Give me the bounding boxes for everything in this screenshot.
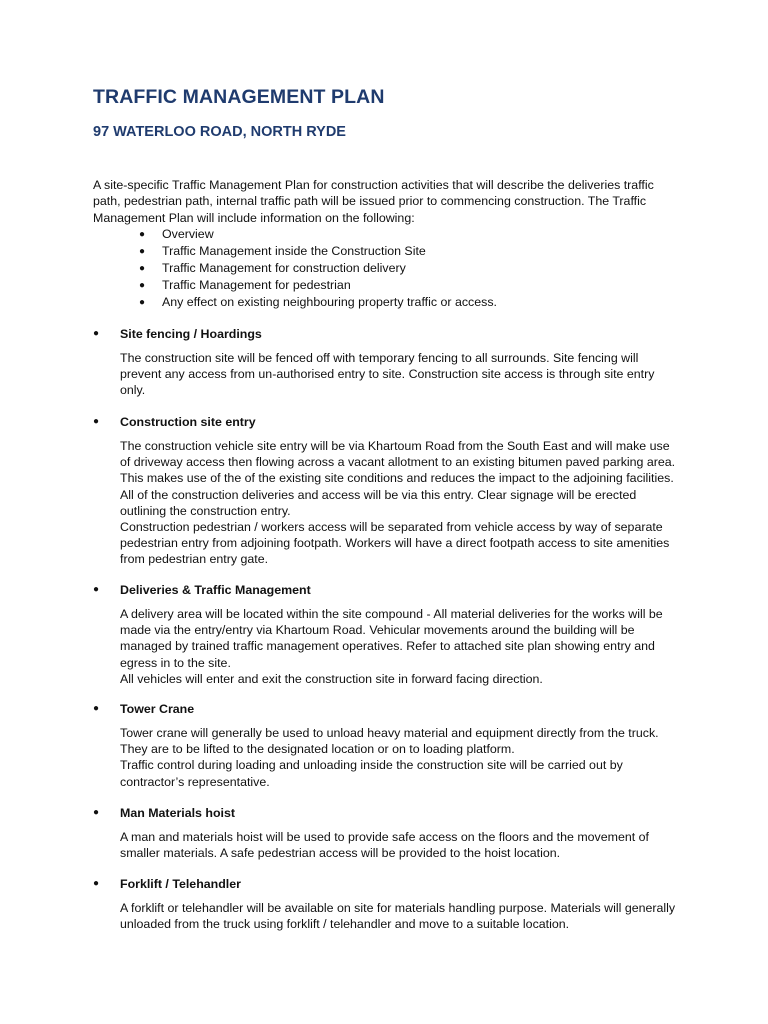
bullet-icon: ● [93, 807, 100, 818]
list-item-text: Traffic Management for pedestrian [162, 278, 351, 292]
document-title: TRAFFIC MANAGEMENT PLAN [93, 86, 385, 108]
section-forklift [93, 876, 683, 932]
section-heading [93, 414, 683, 430]
section-heading [93, 876, 683, 892]
document-subtitle: 97 WATERLOO ROAD, NORTH RYDE [93, 124, 346, 140]
section-heading-text: Deliveries & Traffic Management [120, 583, 311, 597]
section-heading-text: Forklift / Telehandler [120, 877, 241, 891]
bullet-icon: ● [93, 328, 100, 339]
intro-paragraph: A site-specific Traffic Management Plan for construction activities that will describe the deliveries traffic path, pedestrian path, internal traffic path will be issued prior to commencing construction. The Traffic Management Plan will include information on the following: [93, 178, 654, 225]
section-body: A forklift or telehandler will be available on site for materials handling purpose. Materials will generally unloaded from the truck using forklift / telehandler and move to a suitable location. [120, 901, 676, 932]
list-item [93, 226, 683, 243]
bullet-icon: ● [139, 280, 146, 291]
bullet-icon: ● [93, 703, 100, 714]
section-deliveries [93, 582, 683, 687]
section-construction-entry [93, 414, 683, 568]
intro-list [93, 226, 683, 311]
bullet-icon: ● [139, 263, 146, 274]
bullet-icon: ● [139, 229, 146, 240]
list-item-text: Traffic Management for construction delivery [162, 261, 406, 275]
section-site-fencing [93, 326, 683, 399]
section-body: A man and materials hoist will be used to provide safe access on the floors and the movement of smaller materials. A safe pedestrian access will be provided to the hoist location. [120, 830, 649, 861]
section-heading-text: Man Materials hoist [120, 806, 235, 820]
section-heading-text: Tower Crane [120, 702, 195, 716]
section-tower-crane [93, 701, 683, 790]
section-body: Tower crane will generally be used to unload heavy material and equipment directly from the truck. They are to be lifted to the designated location or on to loading platform. Traffic control during loading and unloading inside the construction site will be carried out by contractor’s representative. [120, 726, 659, 789]
bullet-icon: ● [139, 246, 146, 257]
section-body: The construction vehicle site entry will be via Khartoum Road from the South East and will make use of driveway access then flowing across a vacant allotment to an existing bitumen paved parking area. This makes use of the of the existing site conditions and reduces the impact to the adjoining facilities. All of the construction deliveries and access will be via this entry. Clear signage will be erected outlining the construction entry. Construction pedestrian / workers access will be separated from vehicle access by way of separate pedestrian entry from adjoining footpath. Workers will have a direct footpath access to site amenities from pedestrian entry gate. [120, 439, 676, 567]
bullet-icon: ● [93, 416, 100, 427]
section-materials-hoist [93, 805, 683, 861]
section-body: A delivery area will be located within the site compound - All material deliveries for the works will be made via the entry/entry via Khartoum Road. Vehicular movements around the building will be managed by trained traffic management operatives. Refer to attached site plan showing entry and egress in to the site. All vehicles will enter and exit the construction site in forward facing direction. [120, 607, 663, 686]
section-heading [93, 582, 683, 598]
list-item [93, 294, 683, 311]
section-body: The construction site will be fenced off with temporary fencing to all surrounds. Site fencing will prevent any access from un-authorised entry to site. Construction site access is through site entry only. [120, 351, 655, 398]
list-item-text: Overview [162, 227, 214, 241]
section-heading [93, 326, 683, 342]
bullet-icon: ● [93, 584, 100, 595]
list-item [93, 243, 683, 260]
list-item [93, 260, 683, 277]
list-item [93, 277, 683, 294]
list-item-text: Traffic Management inside the Construction Site [162, 244, 426, 258]
section-heading [93, 805, 683, 821]
section-heading [93, 701, 683, 717]
bullet-icon: ● [139, 297, 146, 308]
section-heading-text: Site fencing / Hoardings [120, 327, 262, 341]
section-heading-text: Construction site entry [120, 415, 256, 429]
bullet-icon: ● [93, 878, 100, 889]
list-item-text: Any effect on existing neighbouring property traffic or access. [162, 295, 497, 309]
